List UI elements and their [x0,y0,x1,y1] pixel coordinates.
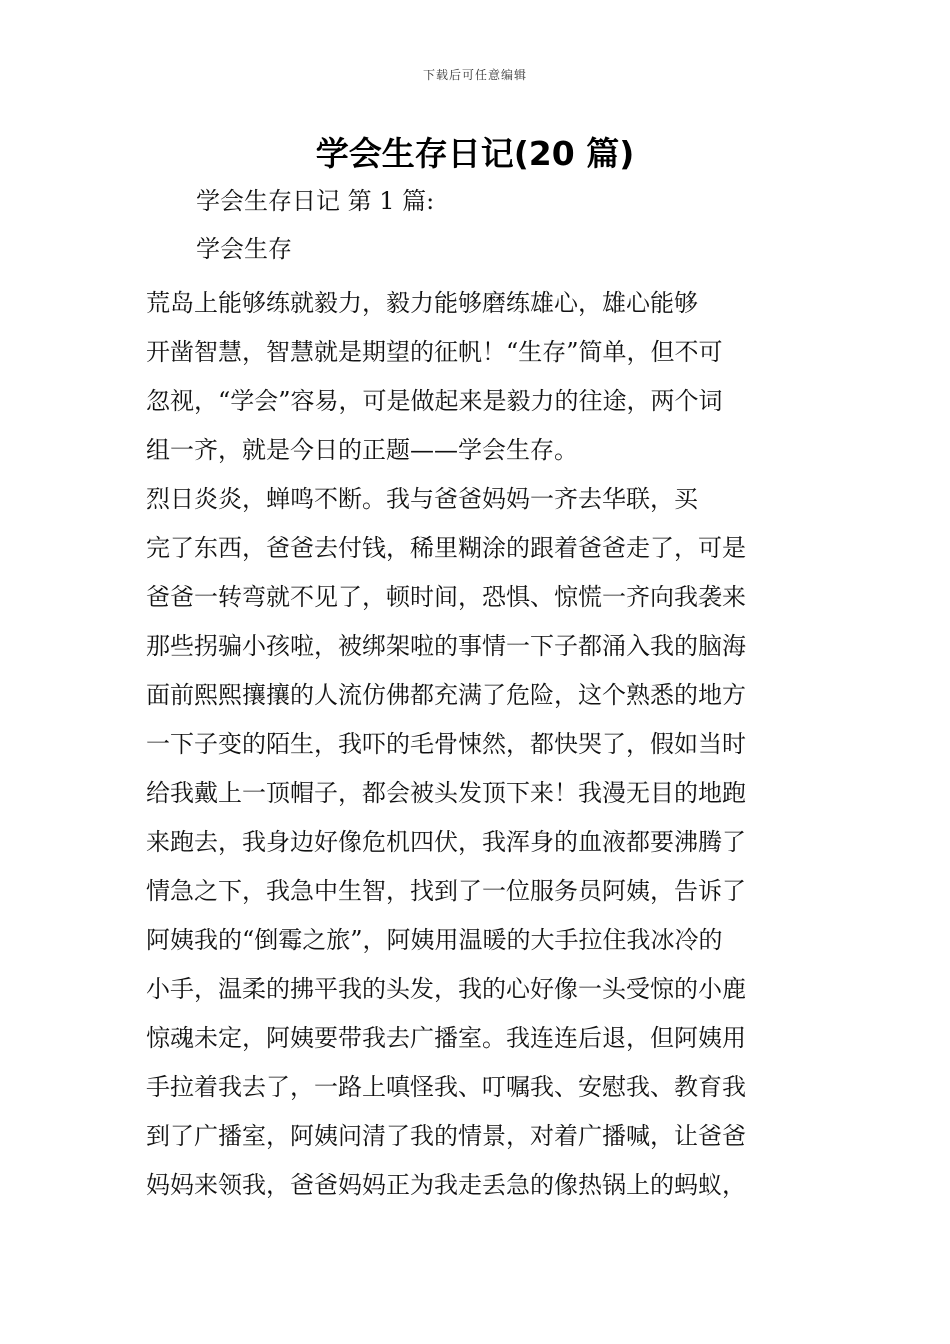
paragraph-line: 给我戴上一顶帽子，都会被头发顶下来！我漫无目的地跑 [146,779,746,807]
paragraph-line: 到了广播室，阿姨问清了我的情景，对着广播喊，让爸爸 [146,1122,746,1150]
paragraph-1 [146,279,806,475]
chapter-heading: 学会生存日记 第 1 篇: [196,187,435,215]
paragraph-2 [146,475,806,1210]
paragraph-line: 一下子变的陌生，我吓的毛骨悚然，都快哭了，假如当时 [146,730,746,758]
paragraph-line: 面前熙熙攘攘的人流仿佛都充满了危险，这个熟悉的地方 [146,681,746,709]
paragraph-line: 阿姨我的“倒霉之旅”，阿姨用温暖的大手拉住我冰冷的 [146,926,723,954]
paragraph-line: 烈日炎炎，蝉鸣不断。我与爸爸妈妈一齐去华联，买 [146,485,698,513]
paragraph-line: 完了东西，爸爸去付钱，稀里糊涂的跟着爸爸走了，可是 [146,534,746,562]
paragraph-line: 组一齐，就是今日的正题——学会生存。 [146,436,578,464]
paragraph-line: 小手，温柔的拂平我的头发，我的心好像一头受惊的小鹿 [146,975,746,1003]
paragraph-line: 惊魂未定，阿姨要带我去广播室。我连连后退，但阿姨用 [146,1024,746,1052]
paragraph-line: 开凿智慧，智慧就是期望的征帆！“生存”简单，但不可 [146,338,723,366]
paragraph-line: 那些拐骗小孩啦，被绑架啦的事情一下子都涌入我的脑海 [146,632,746,660]
document-title: 学会生存日记(20 篇) [315,134,635,173]
paragraph-line: 忽视，“学会”容易，可是做起来是毅力的往途，两个词 [146,387,723,415]
header-note: 下载后可任意编辑 [422,68,527,82]
paragraph-line: 情急之下，我急中生智，找到了一位服务员阿姨，告诉了 [146,877,746,905]
paragraph-line: 爸爸一转弯就不见了，顿时间，恐惧、惊慌一齐向我袭来 [146,583,746,611]
paragraph-line: 荒岛上能够练就毅力，毅力能够磨练雄心，雄心能够 [146,289,698,317]
paragraph-line: 手拉着我去了，一路上嗔怪我、叮嘱我、安慰我、教育我 [146,1073,746,1101]
paragraph-line: 来跑去，我身边好像危机四伏，我浑身的血液都要沸腾了 [146,828,746,856]
paragraph-line: 妈妈来领我，爸爸妈妈正为我走丢急的像热锅上的蚂蚁， [146,1171,746,1199]
section-heading: 学会生存 [196,235,292,263]
